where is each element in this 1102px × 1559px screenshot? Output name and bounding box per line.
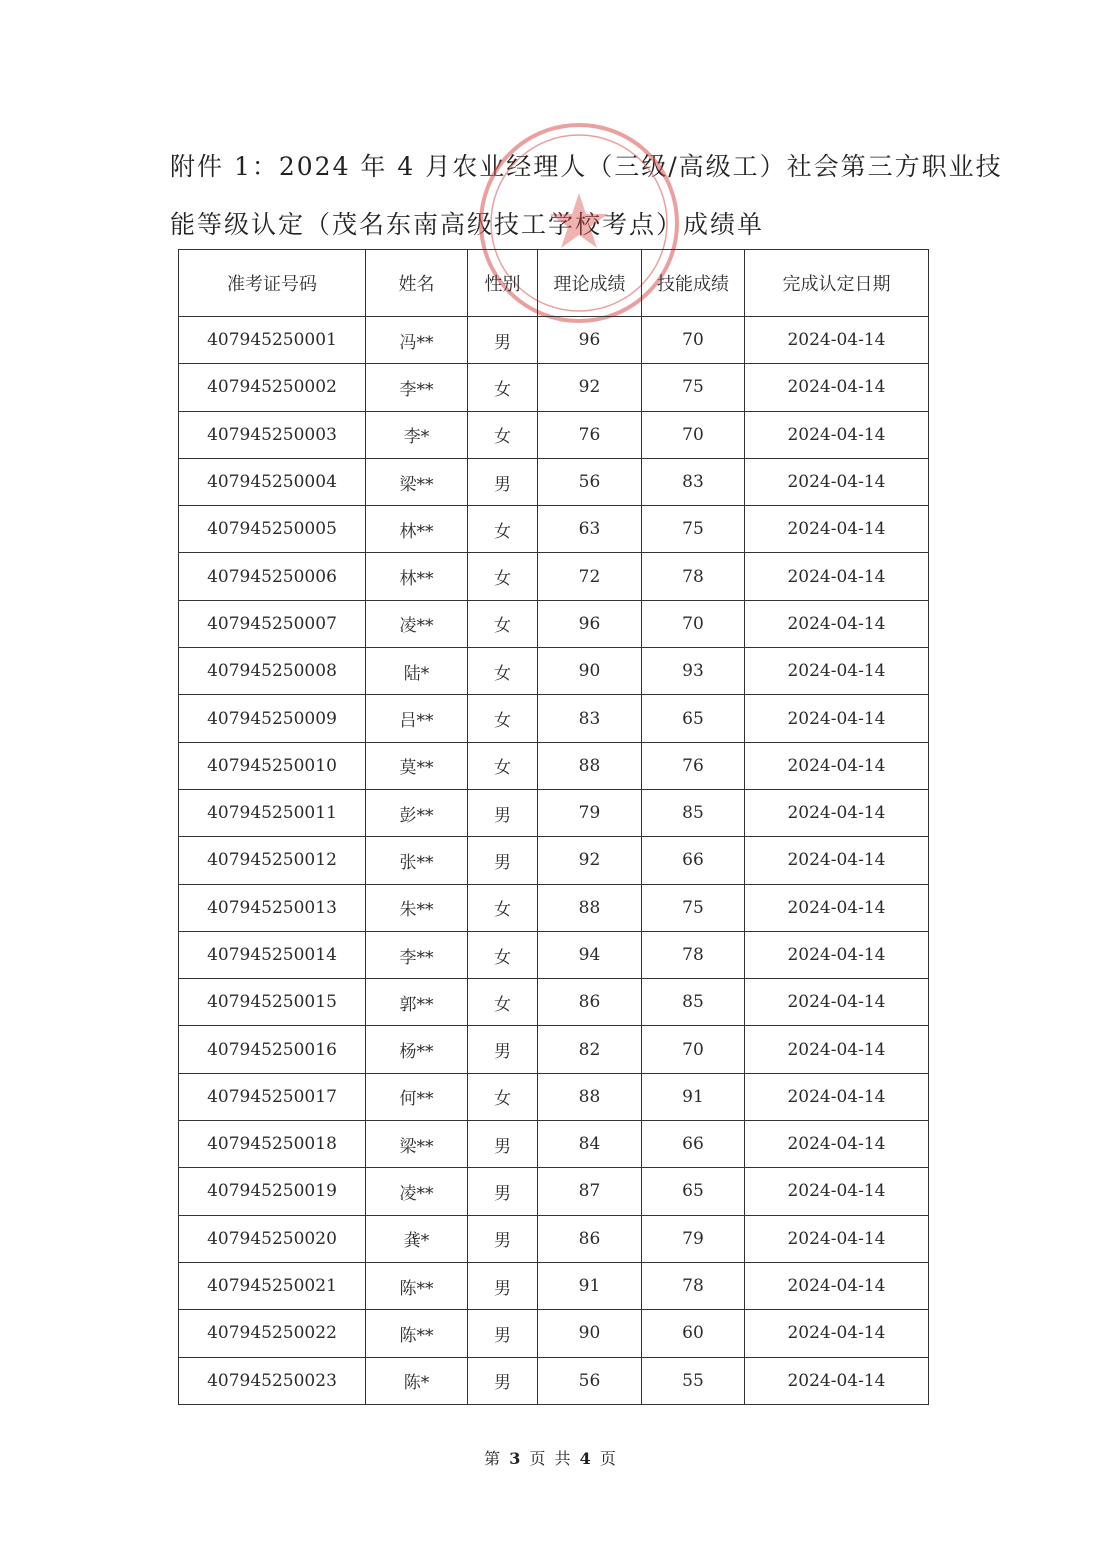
cell-name: 陆* [366,648,468,695]
cell-ticket-number: 407945250018 [179,1121,366,1168]
cell-gender: 女 [468,1073,538,1120]
cell-ticket-number: 407945250007 [179,600,366,647]
cell-ticket-number: 407945250023 [179,1357,366,1404]
table-row [179,1168,929,1215]
table-row [179,1357,929,1404]
cell-gender: 男 [468,1168,538,1215]
cell-ticket-number: 407945250016 [179,1026,366,1073]
cell-skill-score: 66 [642,837,745,884]
cell-ticket-number: 407945250021 [179,1262,366,1309]
table-row [179,1026,929,1073]
cell-theory-score: 86 [538,979,642,1026]
cell-ticket-number: 407945250015 [179,979,366,1026]
cell-completion-date: 2024-04-14 [745,411,929,458]
cell-name: 陈** [366,1262,468,1309]
cell-completion-date: 2024-04-14 [745,506,929,553]
table-row [179,742,929,789]
cell-skill-score: 78 [642,553,745,600]
table-header-row [179,250,929,317]
cell-completion-date: 2024-04-14 [745,1310,929,1357]
cell-skill-score: 70 [642,1026,745,1073]
cell-theory-score: 72 [538,553,642,600]
cell-gender: 女 [468,695,538,742]
cell-theory-score: 92 [538,364,642,411]
cell-skill-score: 79 [642,1215,745,1262]
cell-name: 吕** [366,695,468,742]
cell-skill-score: 70 [642,317,745,364]
table-row [179,1310,929,1357]
table-row [179,648,929,695]
header-skill-score: 技能成绩 [642,250,745,317]
cell-gender: 男 [468,1121,538,1168]
table-row [179,317,929,364]
cell-ticket-number: 407945250008 [179,648,366,695]
table-row [179,364,929,411]
cell-skill-score: 75 [642,884,745,931]
cell-completion-date: 2024-04-14 [745,742,929,789]
table-row [179,506,929,553]
table-row [179,789,929,836]
cell-skill-score: 65 [642,695,745,742]
cell-skill-score: 66 [642,1121,745,1168]
cell-ticket-number: 407945250002 [179,364,366,411]
cell-gender: 男 [468,1026,538,1073]
cell-gender: 男 [468,837,538,884]
cell-theory-score: 56 [538,1357,642,1404]
cell-completion-date: 2024-04-14 [745,1121,929,1168]
cell-theory-score: 79 [538,789,642,836]
cell-completion-date: 2024-04-14 [745,1168,929,1215]
header-ticket-number: 准考证号码 [179,250,366,317]
cell-completion-date: 2024-04-14 [745,884,929,931]
cell-gender: 女 [468,553,538,600]
cell-completion-date: 2024-04-14 [745,600,929,647]
header-gender: 性别 [468,250,538,317]
header-name: 姓名 [366,250,468,317]
cell-completion-date: 2024-04-14 [745,931,929,978]
cell-gender: 男 [468,789,538,836]
cell-ticket-number: 407945250006 [179,553,366,600]
cell-gender: 男 [468,1310,538,1357]
cell-completion-date: 2024-04-14 [745,458,929,505]
cell-gender: 女 [468,648,538,695]
cell-name: 陈** [366,1310,468,1357]
cell-gender: 女 [468,884,538,931]
cell-ticket-number: 407945250011 [179,789,366,836]
table-row [179,1121,929,1168]
cell-skill-score: 60 [642,1310,745,1357]
title-line-2: 能等级认定（茂名东南高级技工学校考点）成绩单 [170,210,765,239]
cell-skill-score: 85 [642,789,745,836]
cell-skill-score: 75 [642,506,745,553]
cell-name: 凌** [366,600,468,647]
cell-skill-score: 83 [642,458,745,505]
cell-ticket-number: 407945250010 [179,742,366,789]
cell-gender: 男 [468,458,538,505]
cell-gender: 男 [468,1215,538,1262]
cell-ticket-number: 407945250013 [179,884,366,931]
table-row [179,553,929,600]
cell-name: 凌** [366,1168,468,1215]
cell-skill-score: 93 [642,648,745,695]
table-row [179,837,929,884]
cell-gender: 女 [468,364,538,411]
cell-theory-score: 96 [538,317,642,364]
cell-name: 郭** [366,979,468,1026]
cell-theory-score: 87 [538,1168,642,1215]
cell-completion-date: 2024-04-14 [745,1262,929,1309]
document-title [170,138,1003,254]
cell-name: 梁** [366,1121,468,1168]
cell-theory-score: 86 [538,1215,642,1262]
cell-theory-score: 82 [538,1026,642,1073]
cell-ticket-number: 407945250009 [179,695,366,742]
header-theory-score: 理论成绩 [538,250,642,317]
header-completion-date: 完成认定日期 [745,250,929,317]
table-row [179,458,929,505]
table-row [179,1215,929,1262]
cell-name: 陈* [366,1357,468,1404]
cell-name: 李** [366,364,468,411]
cell-theory-score: 96 [538,600,642,647]
cell-skill-score: 55 [642,1357,745,1404]
cell-gender: 女 [468,411,538,458]
cell-completion-date: 2024-04-14 [745,317,929,364]
table-row [179,931,929,978]
cell-skill-score: 70 [642,600,745,647]
cell-theory-score: 56 [538,458,642,505]
cell-ticket-number: 407945250019 [179,1168,366,1215]
page-footer [0,1446,1102,1469]
cell-theory-score: 88 [538,1073,642,1120]
cell-ticket-number: 407945250005 [179,506,366,553]
footer-middle: 页 共 [529,1449,573,1468]
cell-completion-date: 2024-04-14 [745,1026,929,1073]
cell-completion-date: 2024-04-14 [745,789,929,836]
cell-completion-date: 2024-04-14 [745,364,929,411]
cell-ticket-number: 407945250004 [179,458,366,505]
cell-theory-score: 90 [538,1310,642,1357]
cell-gender: 女 [468,931,538,978]
cell-ticket-number: 407945250014 [179,931,366,978]
table-row [179,411,929,458]
table-row [179,1262,929,1309]
cell-theory-score: 63 [538,506,642,553]
cell-name: 冯** [366,317,468,364]
cell-gender: 女 [468,979,538,1026]
cell-gender: 男 [468,1357,538,1404]
cell-name: 朱** [366,884,468,931]
cell-completion-date: 2024-04-14 [745,695,929,742]
cell-name: 莫** [366,742,468,789]
cell-ticket-number: 407945250017 [179,1073,366,1120]
cell-theory-score: 90 [538,648,642,695]
footer-total-pages: 4 [579,1449,593,1468]
cell-theory-score: 84 [538,1121,642,1168]
cell-gender: 男 [468,317,538,364]
cell-name: 李** [366,931,468,978]
cell-gender: 女 [468,506,538,553]
table-row [179,695,929,742]
cell-ticket-number: 407945250001 [179,317,366,364]
cell-theory-score: 88 [538,742,642,789]
cell-skill-score: 85 [642,979,745,1026]
cell-skill-score: 65 [642,1168,745,1215]
score-table [178,249,929,1405]
cell-theory-score: 91 [538,1262,642,1309]
cell-theory-score: 83 [538,695,642,742]
cell-gender: 男 [468,1262,538,1309]
cell-theory-score: 92 [538,837,642,884]
cell-skill-score: 76 [642,742,745,789]
table-row [179,884,929,931]
cell-completion-date: 2024-04-14 [745,648,929,695]
table-row [179,1073,929,1120]
cell-name: 何** [366,1073,468,1120]
cell-skill-score: 75 [642,364,745,411]
table-row [179,979,929,1026]
score-table-body [179,317,929,1405]
cell-gender: 女 [468,600,538,647]
cell-completion-date: 2024-04-14 [745,837,929,884]
cell-skill-score: 70 [642,411,745,458]
cell-ticket-number: 407945250003 [179,411,366,458]
cell-completion-date: 2024-04-14 [745,1073,929,1120]
cell-skill-score: 78 [642,1262,745,1309]
cell-completion-date: 2024-04-14 [745,1357,929,1404]
cell-completion-date: 2024-04-14 [745,553,929,600]
cell-ticket-number: 407945250012 [179,837,366,884]
cell-name: 彭** [366,789,468,836]
cell-gender: 女 [468,742,538,789]
cell-theory-score: 94 [538,931,642,978]
cell-theory-score: 76 [538,411,642,458]
cell-ticket-number: 407945250022 [179,1310,366,1357]
footer-page-number: 3 [509,1449,523,1468]
footer-prefix: 第 [484,1449,503,1468]
cell-name: 林** [366,506,468,553]
cell-name: 梁** [366,458,468,505]
cell-ticket-number: 407945250020 [179,1215,366,1262]
cell-theory-score: 88 [538,884,642,931]
cell-name: 林** [366,553,468,600]
cell-completion-date: 2024-04-14 [745,1215,929,1262]
cell-name: 张** [366,837,468,884]
cell-name: 杨** [366,1026,468,1073]
footer-suffix: 页 [599,1449,618,1468]
cell-name: 李* [366,411,468,458]
cell-name: 龚* [366,1215,468,1262]
cell-skill-score: 91 [642,1073,745,1120]
title-line-1: 附件 1：2024 年 4 月农业经理人（三级/高级工）社会第三方职业技 [170,152,1003,181]
table-row [179,600,929,647]
cell-skill-score: 78 [642,931,745,978]
cell-completion-date: 2024-04-14 [745,979,929,1026]
